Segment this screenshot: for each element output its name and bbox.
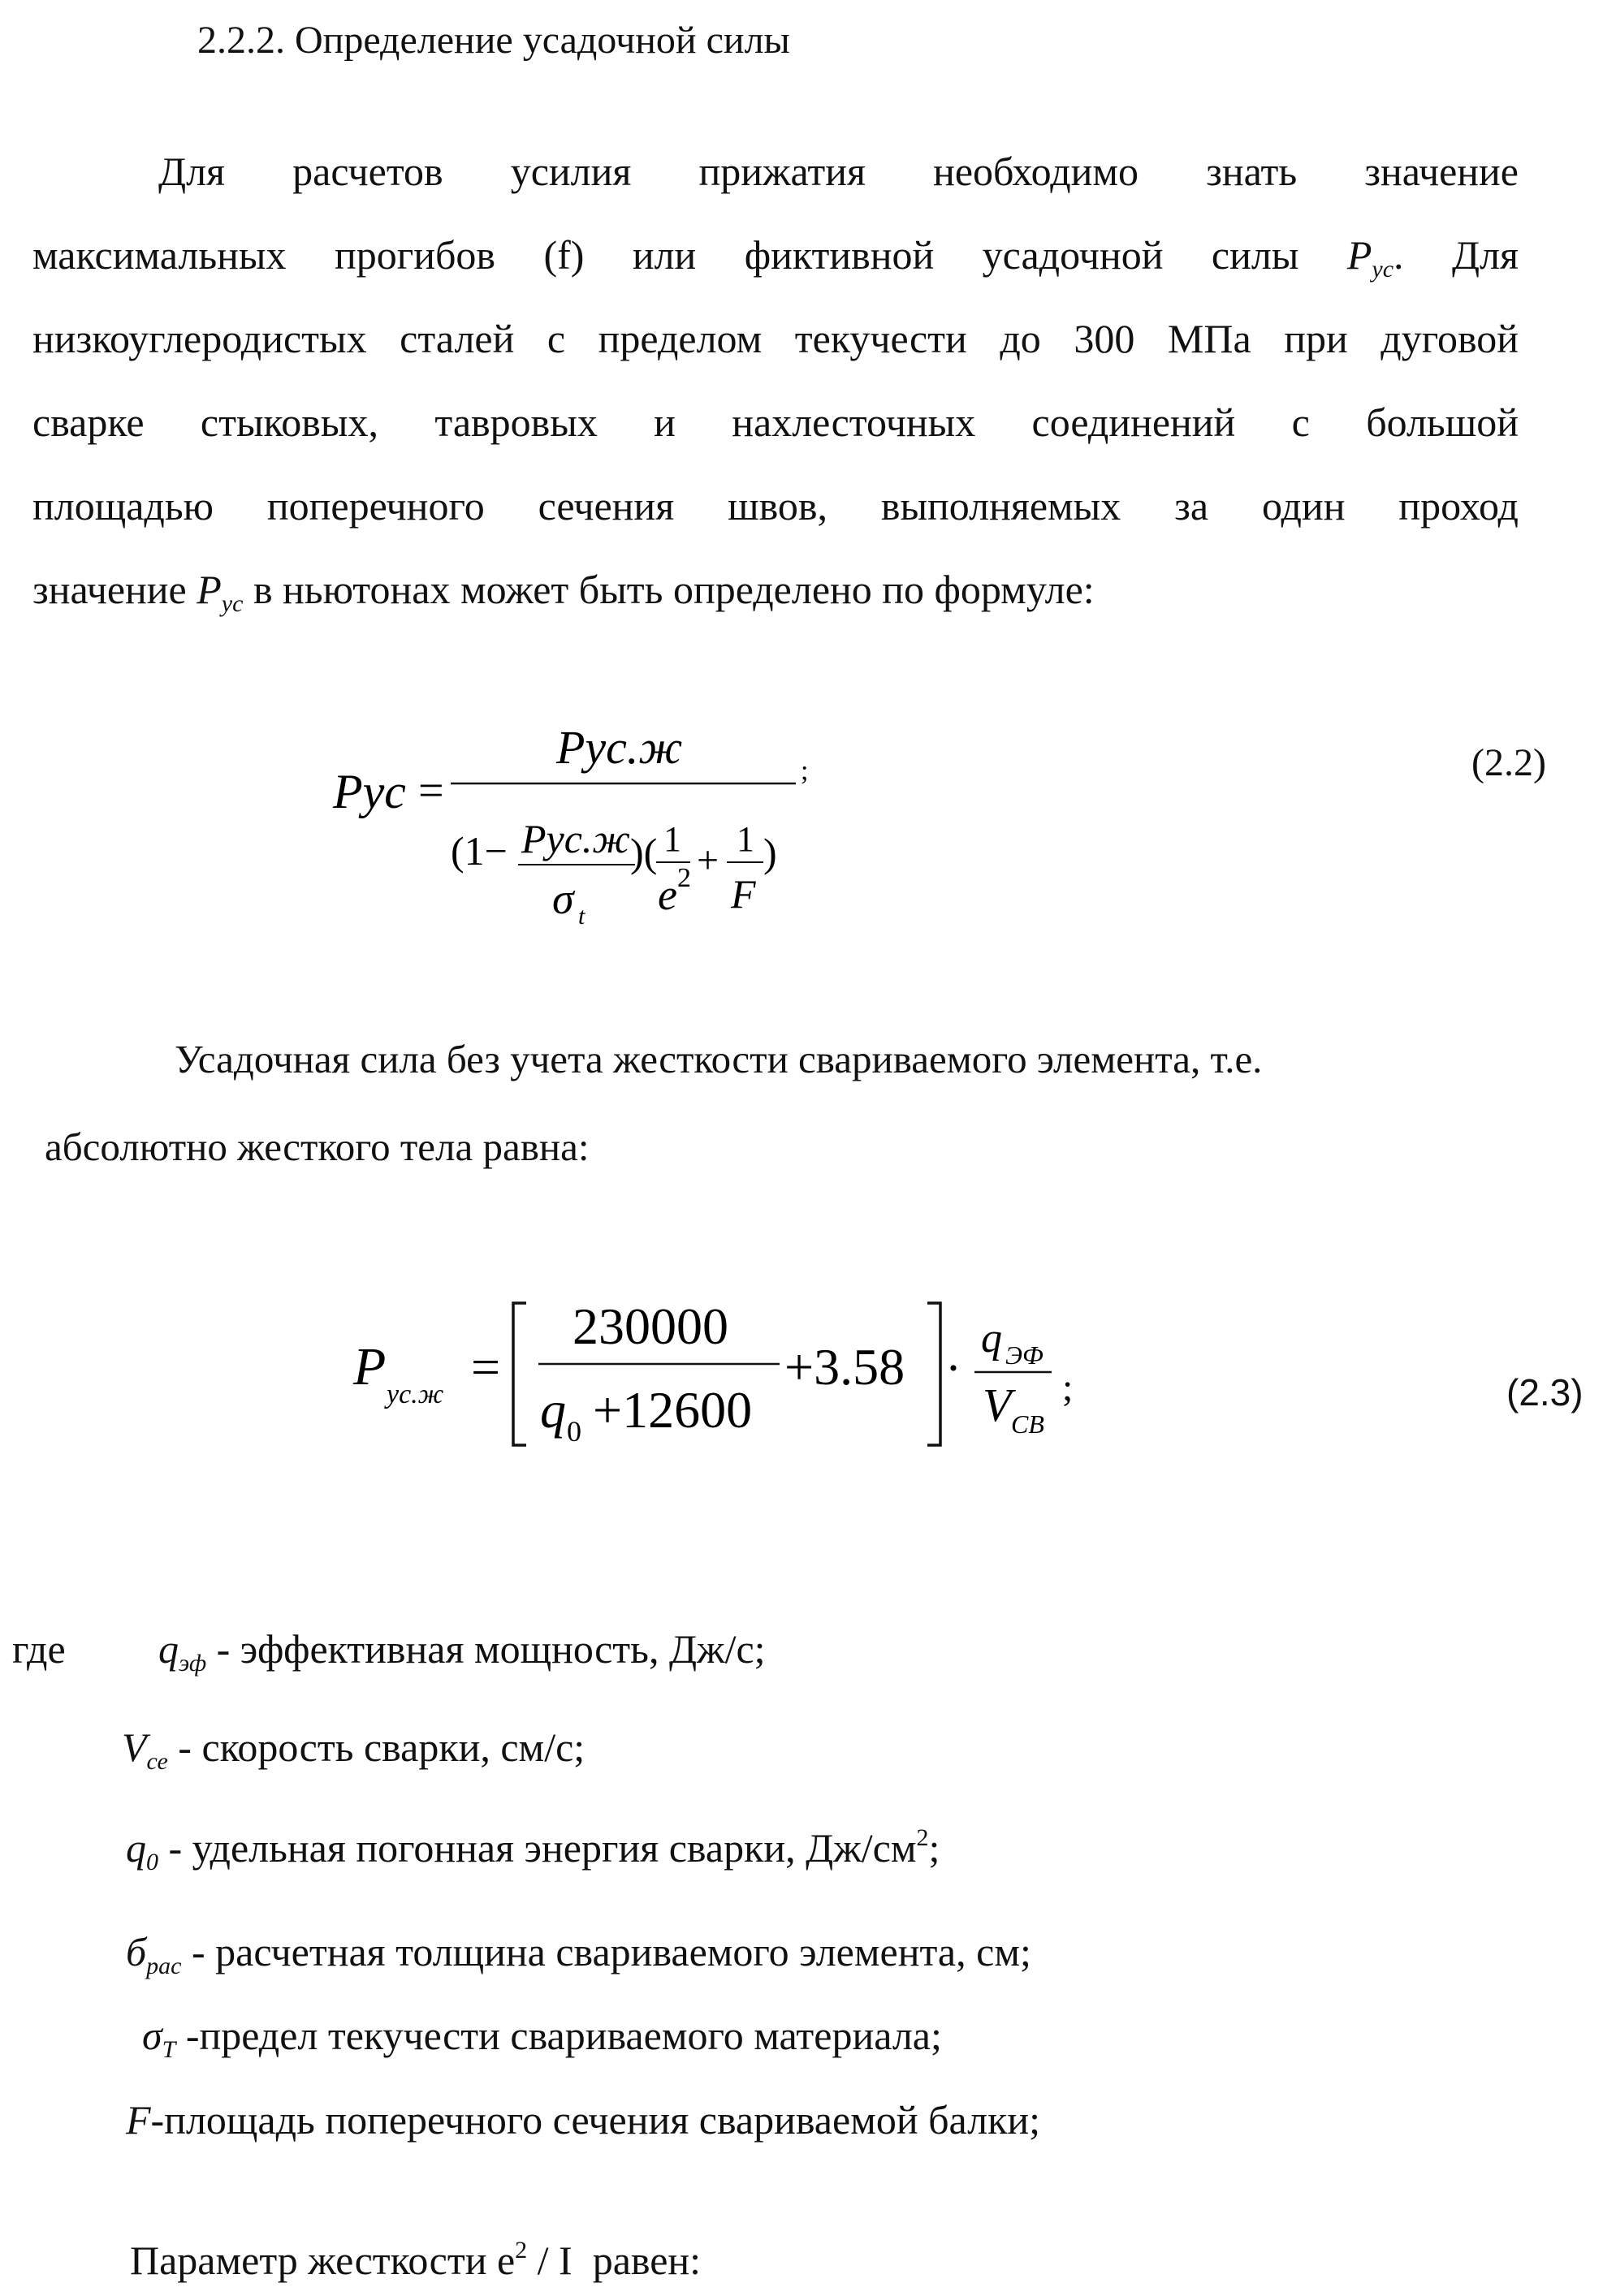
paragraph-2-line-1: Усадочная сила без учета жесткости свариваемого элемента, т.е. — [175, 1037, 1263, 1081]
eq22-one-b: 1 — [737, 819, 754, 859]
legend-where-label: где — [12, 1626, 66, 1672]
eq23-lhs: P — [353, 1337, 387, 1396]
eq23-rfrac-den: V — [983, 1379, 1012, 1431]
p-us-sub-2: ус — [221, 590, 244, 617]
eq22-den-open: (1− — [451, 828, 508, 874]
legend-item-f-text: -площадь поперечного сечения свариваемой балки; — [150, 2097, 1041, 2143]
eq22-den-frac-den: σ — [552, 874, 574, 923]
eq23-frac-den-sub: 0 — [567, 1415, 581, 1448]
legend-item-b-ras-text: - расчетная толщина свариваемого элемента, см; — [181, 1929, 1031, 1974]
legend-item-q-ef — [158, 1625, 766, 1677]
paragraph-1-line-5: площадью поперечного сечения швов, выполняемых за один проход — [32, 483, 1519, 529]
eq22-equals: = — [418, 766, 444, 816]
legend-item-b-ras-var: б — [126, 1929, 147, 1974]
legend-item-q0-var: q — [126, 1825, 146, 1871]
legend-item-b-ras-sub: рас — [146, 1953, 182, 1979]
paragraph-1-line-2-text: максимальных прогибов (f) или фиктивной усадочной силы — [32, 232, 1299, 278]
legend-item-sigma-t — [142, 2012, 942, 2063]
eq22-e-sup: 2 — [677, 863, 691, 893]
legend-item-b-ras — [126, 1928, 1031, 1979]
legend-item-q-ef-var: q — [158, 1626, 179, 1672]
eq22-plus: + — [697, 839, 719, 882]
eq22-e: e — [658, 870, 677, 919]
stiffness-parameter-suffix: / I равен: — [527, 2238, 702, 2283]
legend-item-q-ef-text: - эффективная мощность, Дж/с; — [206, 1626, 766, 1672]
legend-item-f — [126, 2096, 1040, 2143]
eq23-right-bracket — [927, 1303, 940, 1445]
equation-number-2-2: (2.2) — [1471, 741, 1546, 784]
section-heading: 2.2.2. Определение усадочной силы — [197, 19, 790, 62]
legend-item-q0-sub: 0 — [146, 1849, 158, 1875]
paragraph-1-line-6-tail: в ньютонах может быть определено по формуле: — [253, 567, 1095, 612]
eq22-den-frac-den-sub: t — [578, 903, 585, 930]
equation-2-2 — [309, 714, 893, 958]
eq23-equals: = — [471, 1338, 501, 1396]
legend-item-sigma-t-var: σ — [142, 2013, 162, 2058]
eq23-rfrac-den-sub: СВ — [1011, 1409, 1044, 1439]
legend-item-f-var: F — [126, 2097, 151, 2143]
paragraph-1-line-1: Для расчетов усилия прижатия необходимо знать значение — [158, 149, 1519, 194]
eq22-F: F — [731, 871, 756, 917]
paragraph-1-line-6 — [32, 548, 1519, 632]
eq23-trailing: ; — [1062, 1366, 1074, 1409]
legend-item-v-se-sub: се — [146, 1748, 168, 1775]
eq23-plus-const: +3.58 — [784, 1338, 905, 1396]
legend-item-q0 — [126, 1824, 940, 1875]
eq23-lhs-sub: ус.ж — [387, 1379, 444, 1409]
paragraph-2-line-2: абсолютно жесткого тела равна: — [45, 1124, 590, 1169]
eq23-frac-den-var: q — [540, 1381, 566, 1439]
eq23-rfrac-num: q — [981, 1315, 1002, 1362]
eq23-rfrac-num-sub: ЭФ — [1005, 1340, 1043, 1370]
legend-item-q0-sup: 2 — [916, 1824, 929, 1851]
stiffness-parameter-line — [130, 2237, 701, 2284]
legend-item-v-se-var: V — [122, 1724, 147, 1770]
eq22-trailing: ; — [801, 756, 809, 786]
p-us-symbol — [1346, 232, 1394, 283]
legend-item-sigma-t-sub: T — [162, 2036, 176, 2063]
p-us-var: P — [1346, 232, 1372, 278]
p-us-symbol-2 — [197, 567, 244, 617]
paragraph-1-line-2 — [32, 214, 1519, 297]
equation-2-3 — [341, 1283, 1153, 1486]
eq22-den-mid: )( — [630, 830, 658, 875]
paragraph-1 — [32, 130, 1519, 632]
legend-item-sigma-t-text: -предел текучести свариваемого материала; — [175, 2013, 942, 2058]
paragraph-1-line-2-tail: . Для — [1393, 232, 1519, 278]
eq22-numerator: Pус.ж — [556, 721, 683, 774]
legend-item-q0-text: - удельная погонная энергия сварки, Дж/см — [158, 1825, 917, 1871]
legend-item-v-se-text: - скорость сварки, см/с; — [167, 1724, 585, 1770]
stiffness-parameter-prefix: Параметр жесткости е — [130, 2238, 516, 2283]
eq22-den-frac-num: Pус.ж — [521, 816, 630, 861]
eq23-frac-den-rest: +12600 — [593, 1381, 753, 1439]
p-us-var-2: P — [197, 567, 222, 612]
paragraph-1-line-6-text: значение — [32, 567, 187, 612]
paragraph-1-line-4: сварке стыковых, тавровых и нахлесточных соединений с большой — [32, 399, 1519, 445]
legend-item-q0-tail: ; — [928, 1825, 940, 1871]
eq22-lhs: Pус — [333, 765, 406, 818]
legend-item-q-ef-sub: эф — [179, 1650, 207, 1677]
eq23-dot: · — [945, 1341, 961, 1395]
eq22-one-a: 1 — [663, 819, 681, 859]
eq23-left-bracket — [513, 1303, 526, 1445]
equation-number-2-3: (2.3) — [1506, 1371, 1584, 1413]
paragraph-1-line-3: низкоуглеродистых сталей с пределом текучести до 300 МПа при дуговой — [32, 316, 1519, 361]
p-us-sub: ус — [1372, 256, 1394, 283]
eq23-frac-num: 230000 — [573, 1297, 728, 1355]
stiffness-parameter-sup: 2 — [515, 2237, 528, 2264]
legend-item-v-se — [122, 1724, 585, 1775]
eq22-den-close: ) — [763, 830, 777, 875]
